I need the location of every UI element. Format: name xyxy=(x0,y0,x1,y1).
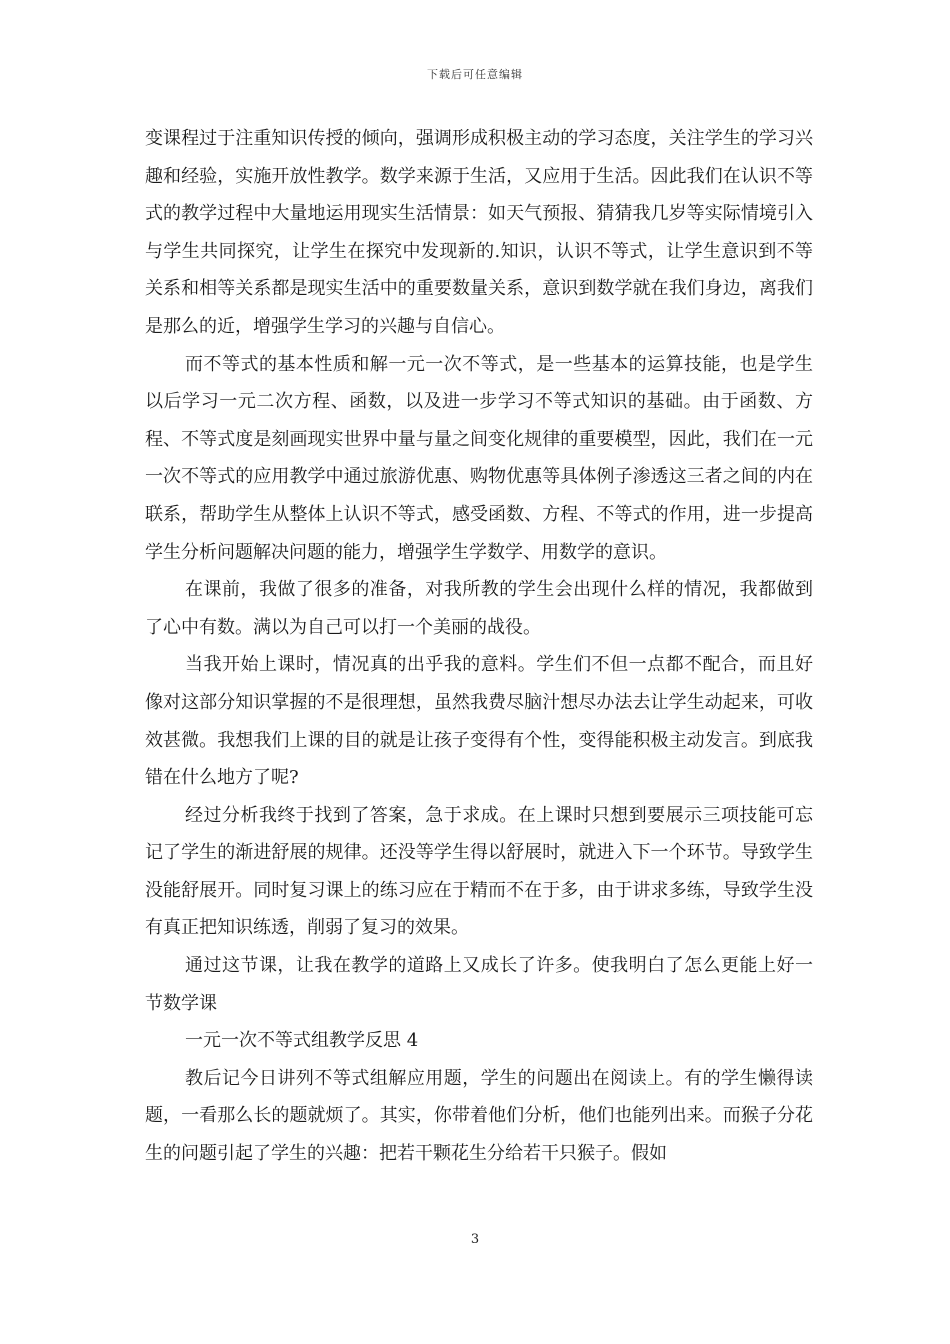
paragraph-3: 在课前，我做了很多的准备，对我所教的学生会出现什么样的情况，我都做到了心中有数。满以为自己可以打一个美丽的战役。 xyxy=(145,579,813,638)
download-note-header: 下载后可任意编辑 xyxy=(427,68,523,81)
document-body xyxy=(145,120,813,1173)
paragraph-5: 经过分析我终于找到了答案，急于求成。在上课时只想到要展示三项技能可忘记了学生的渐进舒展的规律。还没等学生得以舒展时，就进入下一个环节。导致学生没能舒展开。同时复习课上的练习应在于精而不在于多，由于讲求多练，导致学生没有真正把知识练透，削弱了复习的效果。 xyxy=(145,804,813,939)
paragraph-1: 变课程过于注重知识传授的倾向，强调形成积极主动的学习态度，关注学生的学习兴趣和经验，实施开放性教学。数学来源于生活，又应用于生活。因此我们在认识不等式的教学过程中大量地运用现实生活情景：如天气预报、猜猜我几岁等实际情境引入与学生共同探究，让学生在探究中发现新的.知识，认识不等式，让学生意识到不等关系和相等关系都是现实生活中的重要数量关系，意识到数学就在我们身边，离我们是那么的近，增强学生学习的兴趣与自信心。 xyxy=(145,128,813,337)
paragraph-7: 教后记今日讲列不等式组解应用题，学生的问题出在阅读上。有的学生懒得读题，一看那么长的题就烦了。其实，你带着他们分析，他们也能列出来。而猴子分花生的问题引起了学生的兴趣：把若干颗花生分给若干只猴子。假如 xyxy=(145,1067,813,1165)
section-heading: 一元一次不等式组教学反思 4 xyxy=(185,1030,419,1052)
paragraph-6: 通过这节课，让我在教学的道路上又成长了许多。使我明白了怎么更能上好一节数学课 xyxy=(145,955,813,1014)
page-number: 3 xyxy=(470,1232,480,1247)
paragraph-2: 而不等式的基本性质和解一元一次不等式，是一些基本的运算技能，也是学生以后学习一元二次方程、函数，以及进一步学习不等式知识的基础。由于函数、方程、不等式度是刻画现实世界中量与量之间变化规律的重要模型，因此，我们在一元一次不等式的应用教学中通过旅游优惠、购物优惠等具体例子渗透这三者之间的内在联系，帮助学生从整体上认识不等式，感受函数、方程、不等式的作用，进一步提高学生分析问题解决问题的能力，增强学生学数学、用数学的意识。 xyxy=(145,353,813,563)
paragraph-4: 当我开始上课时，情况真的出乎我的意料。学生们不但一点都不配合，而且好像对这部分知识掌握的不是很理想，虽然我费尽脑汁想尽办法去让学生动起来，可收效甚微。我想我们上课的目的就是让孩子变得有个性，变得能积极主动发言。到底我错在什么地方了呢? xyxy=(145,654,813,789)
